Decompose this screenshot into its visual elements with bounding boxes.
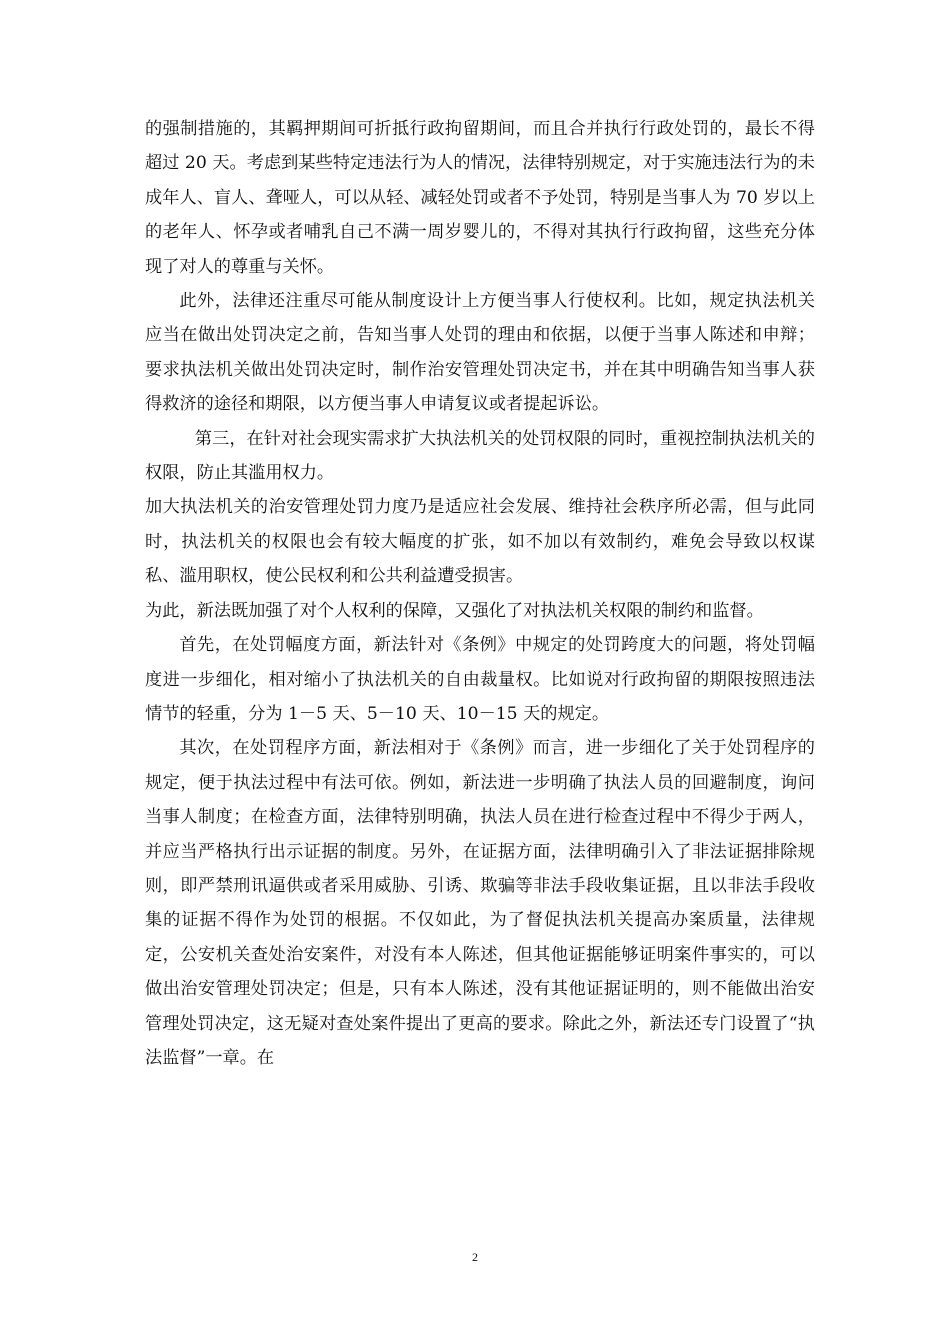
- paragraph-third-point: 第三，在针对社会现实需求扩大执法机关的处罚权限的同时，重视控制执法机关的权限，防止其滥用权力。: [145, 428, 815, 484]
- paragraph-first-penalty-range: 首先，在处罚幅度方面，新法针对《条例》中规定的处罚跨度大的问题，将处罚幅度进一步细化，相对缩小了执法机关的自由裁量权。比如说对行政拘留的期限按照违法情节的轻重，分为 1－5 天、5－10 天、10－15 天的规定。: [145, 635, 815, 724]
- paragraph-power-expansion: 加大执法机关的治安管理处罚力度乃是适应社会发展、维持社会秩序所必需，但与此同时，执法机关的权限也会有较大幅度的扩张，如不加以有效制约，难免会导致以权谋私、滥用职权，使公民权利和公共利益遭受损害。: [145, 497, 815, 587]
- paragraph-detention-protection: 的强制措施的，其羁押期间可折抵行政拘留期间，而且合并执行行政处罚的，最长不得超过 20 天。考虑到某些特定违法行为人的情况，法律特别规定，对于实施违法行为的未成年人、盲人、聋哑人，可以从轻、减轻处罚或者不予处罚，特别是当事人为 70 岁以上的老年人、怀孕或者哺乳自己不满一周岁婴儿的，不得对其执行行政拘留，这些充分体现了对人的尊重与关怀。: [145, 119, 815, 277]
- paragraph-second-procedure: 其次，在处罚程序方面，新法相对于《条例》而言，进一步细化了关于处罚程序的规定，便于执法过程中有法可依。例如，新法进一步明确了执法人员的回避制度，询问当事人制度；在检查方面，法律特别明确，执法人员在进行检查过程中不得少于两人，并应当严格执行出示证据的制度。另外，在证据方面，法律明确引入了非法证据排除规则，即严禁刑讯逼供或者采用威胁、引诱、欺骗等非法手段收集证据，且以非法手段收集的证据不得作为处罚的根据。不仅如此，为了督促执法机关提高办案质量，法律规定，公安机关查处治安案件，对没有本人陈述，但其他证据能够证明案件事实的，可以做出治安管理处罚决定；但是，只有本人陈述，没有其他证据证明的，则不能做出治安管理处罚决定，这无疑对查处案件提出了更高的要求。除此之外，新法还专门设置了“执法监督”一章。在: [145, 738, 815, 1068]
- document-body: [145, 112, 815, 1075]
- page-number: 2: [472, 1250, 478, 1264]
- paragraph-convenience-rights: 此外，法律还注重尽可能从制度设计上方便当事人行使权利。比如，规定执法机关应当在做出处罚决定之前，告知当事人处罚的理由和依据，以便于当事人陈述和申辩；要求执法机关做出处罚决定时，制作治安管理处罚决定书，并在其中明确告知当事人获得救济的途径和期限，以方便当事人申请复议或者提起诉讼。: [145, 291, 815, 415]
- paragraph-supervision: 为此，新法既加强了对个人权利的保障，又强化了对执法机关权限的制约和监督。: [145, 600, 764, 621]
